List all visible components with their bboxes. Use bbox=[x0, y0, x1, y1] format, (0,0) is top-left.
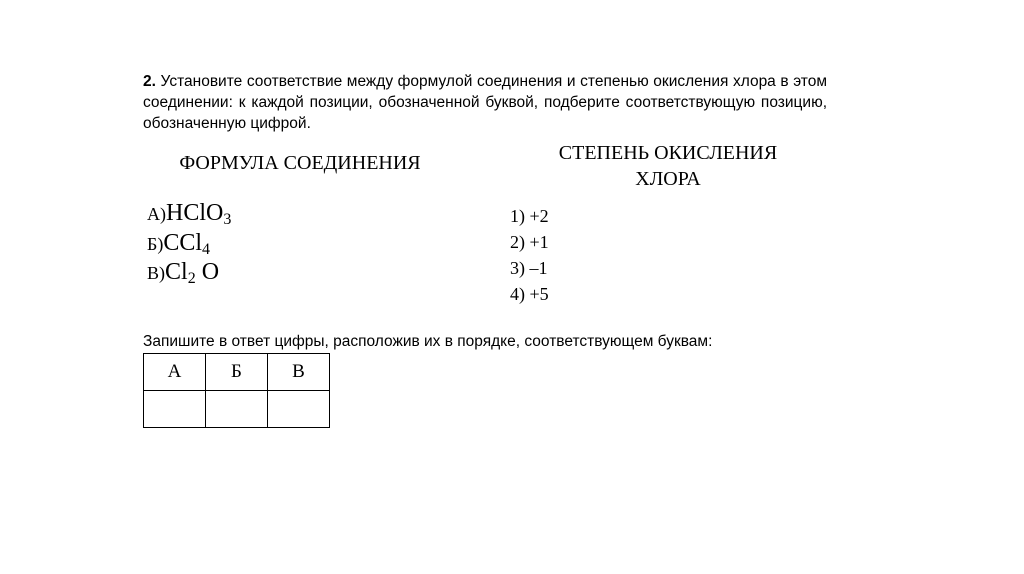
oxidation-header-line2: ХЛОРА bbox=[635, 168, 701, 190]
answer-header-row bbox=[144, 354, 330, 391]
answer-header-b: Б bbox=[206, 354, 268, 391]
formula-main: CCl bbox=[163, 230, 203, 256]
formula-header-text: ФОРМУЛА СОЕДИНЕНИЯ bbox=[179, 152, 421, 174]
option-2: 2) +1 bbox=[510, 232, 549, 252]
formula-subscript: 4 bbox=[202, 241, 211, 258]
formula-main: Cl bbox=[165, 259, 188, 285]
answer-cell-c[interactable] bbox=[268, 391, 330, 428]
oxidation-header-line1: СТЕПЕНЬ ОКИСЛЕНИЯ bbox=[558, 142, 778, 164]
task-number: 2. bbox=[143, 73, 156, 90]
task-statement: Установите соответствие между формулой соединения и степенью окисления хлора в этом соединении: к каждой позиции, обозначенной буквой, подберите соответствующую позицию, обозначенную цифрой. bbox=[143, 73, 827, 132]
task-text bbox=[143, 71, 827, 134]
answer-cell-a[interactable] bbox=[144, 391, 206, 428]
formula-a bbox=[147, 200, 231, 229]
oxidation-column-header bbox=[520, 140, 816, 192]
answer-table bbox=[143, 353, 330, 428]
formula-tail: O bbox=[195, 259, 220, 285]
formula-column-header bbox=[150, 150, 450, 176]
formula-letter: В) bbox=[147, 263, 165, 283]
formula-b bbox=[147, 230, 210, 259]
formula-subscript: 2 bbox=[187, 270, 196, 287]
formula-letter: А) bbox=[147, 204, 166, 224]
answer-header-a: А bbox=[144, 354, 206, 391]
answer-value-row bbox=[144, 391, 330, 428]
formula-c bbox=[147, 259, 219, 288]
option-4: 4) +5 bbox=[510, 284, 549, 304]
answer-header-c: В bbox=[268, 354, 330, 391]
formula-letter: Б) bbox=[147, 234, 164, 254]
answer-cell-b[interactable] bbox=[206, 391, 268, 428]
formula-main: HClO bbox=[166, 200, 224, 226]
answer-instruction: Запишите в ответ цифры, расположив их в порядке, соответствующем буквам: bbox=[143, 333, 713, 350]
option-1: 1) +2 bbox=[510, 206, 549, 226]
option-3: 3) –1 bbox=[510, 258, 548, 278]
formula-subscript: 3 bbox=[223, 211, 232, 228]
